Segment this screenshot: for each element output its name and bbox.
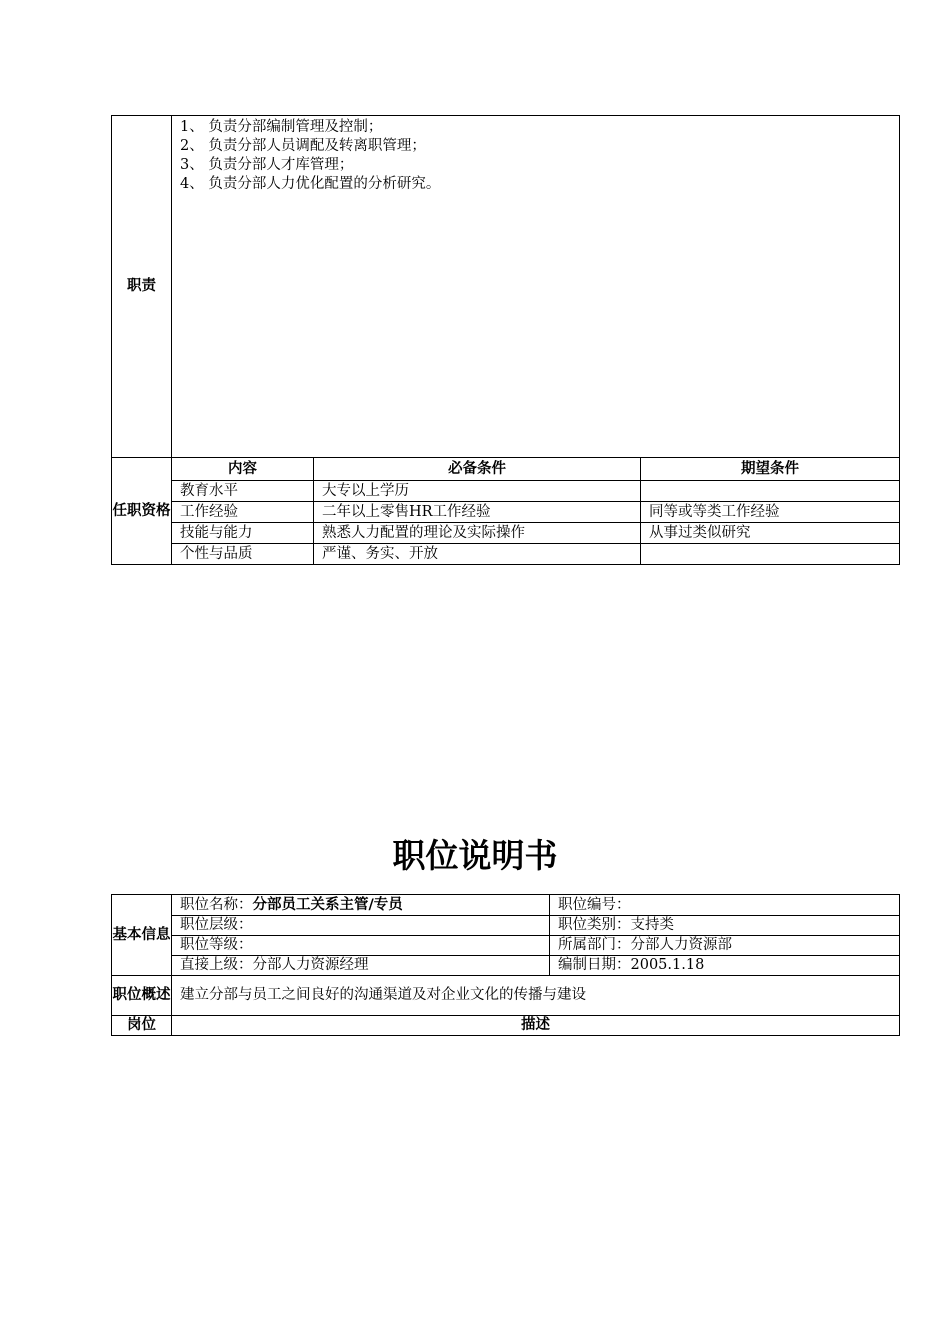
table-row: [112, 502, 900, 523]
table-row: [112, 916, 900, 936]
position-label: 岗位: [112, 1016, 172, 1036]
supervisor-label: 直接上级：: [180, 957, 253, 973]
job-level-cell: [172, 916, 550, 936]
department-cell: [550, 936, 900, 956]
duties-row: [112, 116, 900, 458]
qualification-preferred: [641, 544, 900, 565]
job-category-cell: [550, 916, 900, 936]
qualifications-header-row: [112, 458, 900, 481]
overview-row: [112, 976, 900, 1016]
qualification-item: 工作经验: [172, 502, 314, 523]
date-value: 2005.1.18: [630, 957, 705, 973]
qualification-required: 熟悉人力配置的理论及实际操作: [314, 523, 641, 544]
job-grade-cell: [172, 936, 550, 956]
table-row: [112, 895, 900, 916]
basic-info-label: 基本信息: [112, 895, 172, 976]
duties-qualifications-table: [111, 115, 900, 565]
job-level-label: 职位层级：: [180, 917, 253, 933]
overview-label: 职位概述: [112, 976, 172, 1016]
qualification-preferred: 同等或等类工作经验: [641, 502, 900, 523]
department-label: 所属部门：: [558, 937, 631, 953]
job-code-cell: [550, 895, 900, 916]
date-label: 编制日期：: [558, 957, 631, 973]
duty-item: 4、 负责分部人力优化配置的分析研究。: [180, 176, 441, 192]
qualification-required: 大专以上学历: [314, 481, 641, 502]
qualification-preferred: [641, 481, 900, 502]
job-category-value: 支持类: [630, 917, 674, 933]
qualification-preferred: 从事过类似研究: [641, 523, 900, 544]
table-row: [112, 481, 900, 502]
job-title-value: 分部员工关系主管/专员: [252, 896, 403, 913]
column-header-content: 内容: [172, 458, 314, 481]
department-value: 分部人力资源部: [630, 937, 732, 953]
job-title-cell: [172, 895, 550, 916]
qualification-required: 严谨、务实、开放: [314, 544, 641, 565]
date-cell: [550, 956, 900, 976]
position-row: [112, 1016, 900, 1036]
qualification-required: 二年以上零售HR工作经验: [314, 502, 641, 523]
qualification-item: 技能与能力: [172, 523, 314, 544]
job-title-label: 职位名称：: [180, 896, 253, 913]
overview-text: 建立分部与员工之间良好的沟通渠道及对企业文化的传播与建设: [172, 976, 900, 1016]
table-row: [112, 956, 900, 976]
qualifications-label: 任职资格: [112, 458, 172, 565]
duty-item: 1、 负责分部编制管理及控制；: [180, 119, 383, 135]
duty-item: 3、 负责分部人才库管理；: [180, 157, 354, 173]
duties-list: [172, 116, 900, 458]
description-header: 描述: [172, 1016, 900, 1036]
duty-item: 2、 负责分部人员调配及转离职管理；: [180, 138, 426, 154]
table-row: [112, 523, 900, 544]
qualification-item: 教育水平: [172, 481, 314, 502]
qualification-item: 个性与品质: [172, 544, 314, 565]
job-code-label: 职位编号：: [558, 896, 631, 913]
supervisor-cell: [172, 956, 550, 976]
job-category-label: 职位类别：: [558, 917, 631, 933]
job-grade-label: 职位等级：: [180, 937, 253, 953]
duties-label: 职责: [112, 116, 172, 458]
table-row: [112, 544, 900, 565]
column-header-preferred: 期望条件: [641, 458, 900, 481]
column-header-required: 必备条件: [314, 458, 641, 481]
document-title: 职位说明书: [392, 836, 558, 875]
table-row: [112, 936, 900, 956]
job-description-table: [111, 894, 900, 1036]
supervisor-value: 分部人力资源经理: [252, 957, 369, 973]
